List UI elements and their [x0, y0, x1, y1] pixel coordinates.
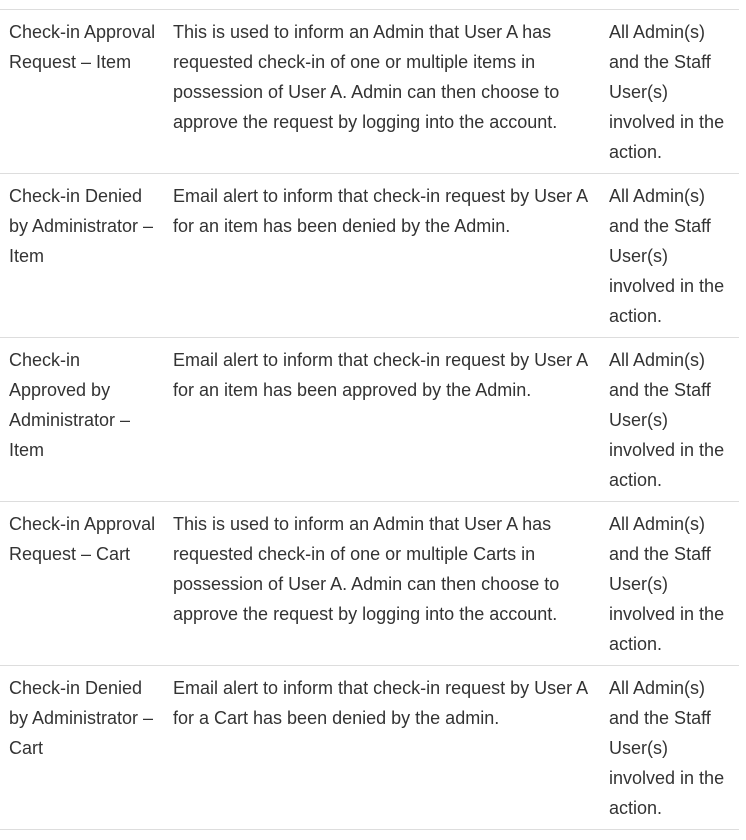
table-row	[0, 10, 739, 174]
recipients-cell: All Admin(s) and the Staff User(s) involved in the action.	[609, 514, 725, 654]
table-row	[0, 174, 739, 338]
description-cell: This is used to inform an Admin that User A has requested check-in of one or multiple items in possession of User A. Admin can then choose to approve the request by logging into the account.	[173, 22, 560, 132]
description-cell: Email alert to inform that check-in request by User A for an item has been denied by the Admin.	[173, 186, 588, 236]
description-cell: Email alert to inform that check-in request by User A for a Cart has been denied by the admin.	[173, 678, 588, 728]
event-name-cell: Check-in Denied by Administrator – Item	[9, 186, 154, 266]
event-name-cell: Check-in Approval Request – Cart	[9, 514, 156, 564]
description-cell: This is used to inform an Admin that User A has requested check-in of one or multiple Carts in possession of User A. Admin can then choose to approve the request by logging into the account.	[173, 514, 560, 624]
recipients-cell: All Admin(s) and the Staff User(s) involved in the action.	[609, 22, 725, 162]
recipients-cell: All Admin(s) and the Staff User(s) involved in the action.	[609, 678, 725, 818]
recipients-cell: All Admin(s) and the Staff User(s) involved in the action.	[609, 350, 725, 490]
recipients-cell: All Admin(s) and the Staff User(s) involved in the action.	[609, 186, 725, 326]
event-name-cell: Check-in Approval Request – Item	[9, 22, 156, 72]
event-name-cell: Check-in Approved by Administrator – Item	[9, 350, 131, 460]
event-name-cell: Check-in Denied by Administrator – Cart	[9, 678, 154, 758]
table-row	[0, 666, 739, 830]
table-row	[0, 502, 739, 666]
email-alerts-table	[0, 9, 739, 830]
table-row	[0, 338, 739, 502]
description-cell: Email alert to inform that check-in request by User A for an item has been approved by the Admin.	[173, 350, 588, 400]
